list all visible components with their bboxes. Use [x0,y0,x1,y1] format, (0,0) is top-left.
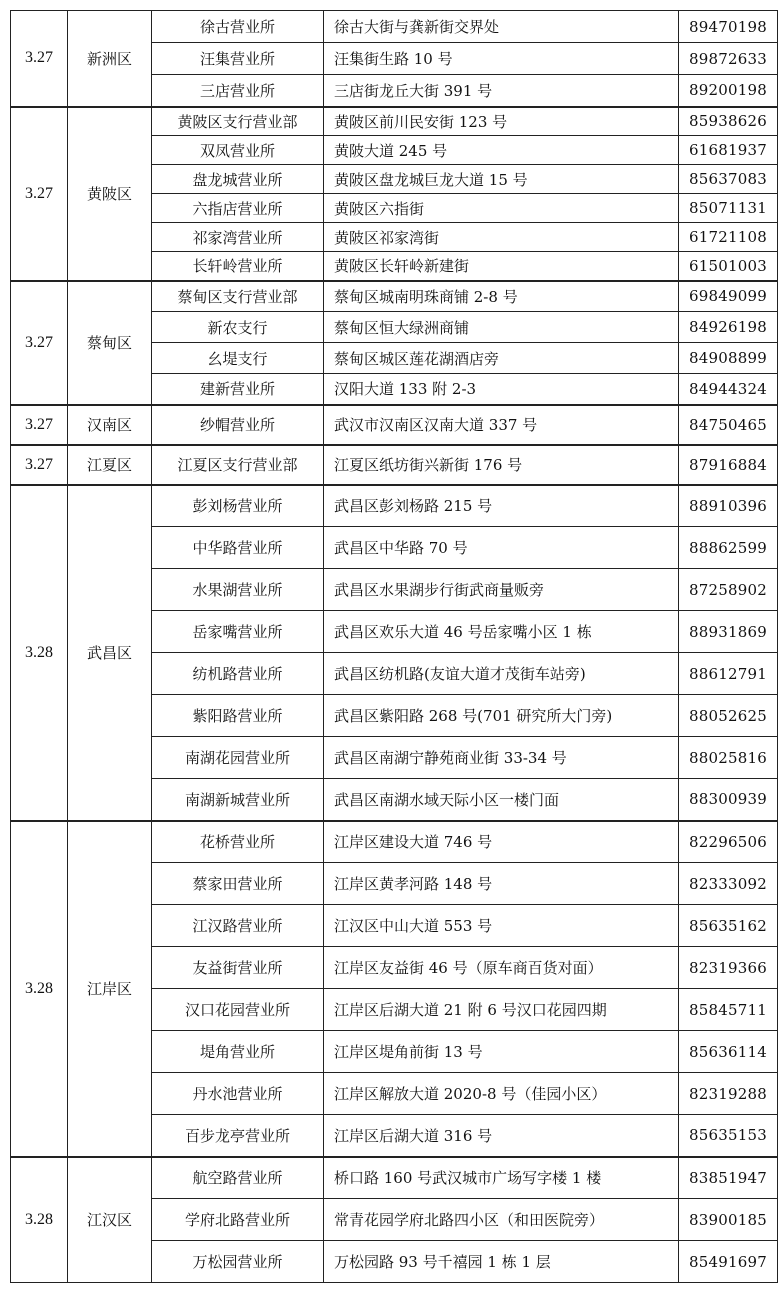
district-cell: 蔡甸区 [68,281,152,405]
phone-cell: 82319366 [679,947,778,989]
date-cell: 3.27 [11,107,68,281]
table-row [11,445,778,485]
branch-name-cell: 建新营业所 [152,374,324,405]
address-cell: 武昌区欢乐大道 46 号岳家嘴小区 1 栋 [324,611,679,653]
address-cell: 江岸区友益街 46 号（原车商百货对面） [324,947,679,989]
branch-name-cell: 水果湖营业所 [152,569,324,611]
table-row [11,107,778,136]
address-cell: 三店街龙丘大街 391 号 [324,75,679,107]
district-cell: 武昌区 [68,485,152,821]
phone-cell: 88052625 [679,695,778,737]
table-row [11,11,778,43]
address-cell: 万松园路 93 号千禧园 1 栋 1 层 [324,1241,679,1283]
branch-name-cell: 盘龙城营业所 [152,165,324,194]
phone-cell: 82319288 [679,1073,778,1115]
phone-cell: 69849099 [679,281,778,312]
table-row [11,821,778,863]
address-cell: 黄陂区盘龙城巨龙大道 15 号 [324,165,679,194]
phone-cell: 89470198 [679,11,778,43]
address-cell: 武昌区纺机路(友谊大道才茂街车站旁) [324,653,679,695]
branch-name-cell: 蔡甸区支行营业部 [152,281,324,312]
phone-cell: 89872633 [679,43,778,75]
branch-name-cell: 长轩岭营业所 [152,252,324,281]
branch-name-cell: 堤角营业所 [152,1031,324,1073]
branch-name-cell: 彭刘杨营业所 [152,485,324,527]
date-cell: 3.28 [11,485,68,821]
address-cell: 江岸区堤角前街 13 号 [324,1031,679,1073]
district-cell: 黄陂区 [68,107,152,281]
address-cell: 蔡甸区城区莲花湖酒店旁 [324,343,679,374]
district-cell: 汉南区 [68,405,152,445]
address-cell: 武昌区中华路 70 号 [324,527,679,569]
branch-name-cell: 花桥营业所 [152,821,324,863]
phone-cell: 88300939 [679,779,778,821]
address-cell: 武昌区紫阳路 268 号(701 研究所大门旁) [324,695,679,737]
date-cell: 3.27 [11,445,68,485]
address-cell: 江汉区中山大道 553 号 [324,905,679,947]
date-cell: 3.27 [11,11,68,107]
phone-cell: 61721108 [679,223,778,252]
phone-cell: 83851947 [679,1157,778,1199]
phone-cell: 84750465 [679,405,778,445]
table-body [11,11,778,1283]
address-cell: 汉阳大道 133 附 2-3 [324,374,679,405]
phone-cell: 83900185 [679,1199,778,1241]
phone-cell: 84926198 [679,312,778,343]
district-cell: 新洲区 [68,11,152,107]
branch-name-cell: 祁家湾营业所 [152,223,324,252]
branch-name-cell: 纱帽营业所 [152,405,324,445]
address-cell: 黄陂区六指街 [324,194,679,223]
address-cell: 江岸区建设大道 746 号 [324,821,679,863]
table-row [11,405,778,445]
date-cell: 3.28 [11,1157,68,1283]
branch-name-cell: 汉口花园营业所 [152,989,324,1031]
phone-cell: 85635153 [679,1115,778,1157]
phone-cell: 87258902 [679,569,778,611]
district-cell: 江汉区 [68,1157,152,1283]
address-cell: 徐古大街与龚新街交界处 [324,11,679,43]
branch-name-cell: 三店营业所 [152,75,324,107]
branch-name-cell: 南湖新城营业所 [152,779,324,821]
phone-cell: 82296506 [679,821,778,863]
district-cell: 江夏区 [68,445,152,485]
phone-cell: 85845711 [679,989,778,1031]
phone-cell: 84908899 [679,343,778,374]
phone-cell: 85635162 [679,905,778,947]
phone-cell: 87916884 [679,445,778,485]
branch-name-cell: 徐古营业所 [152,11,324,43]
address-cell: 黄陂大道 245 号 [324,136,679,165]
branch-name-cell: 纺机路营业所 [152,653,324,695]
branch-name-cell: 南湖花园营业所 [152,737,324,779]
district-cell: 江岸区 [68,821,152,1157]
address-cell: 江岸区解放大道 2020-8 号（佳园小区） [324,1073,679,1115]
phone-cell: 88612791 [679,653,778,695]
phone-cell: 85637083 [679,165,778,194]
address-cell: 常青花园学府北路四小区（和田医院旁） [324,1199,679,1241]
branch-name-cell: 中华路营业所 [152,527,324,569]
branch-name-cell: 蔡家田营业所 [152,863,324,905]
address-cell: 蔡甸区恒大绿洲商铺 [324,312,679,343]
address-cell: 武昌区南湖宁静苑商业街 33-34 号 [324,737,679,779]
address-cell: 江岸区黄孝河路 148 号 [324,863,679,905]
branch-name-cell: 六指店营业所 [152,194,324,223]
table-row [11,281,778,312]
table-row [11,1157,778,1199]
date-cell: 3.28 [11,821,68,1157]
branch-name-cell: 学府北路营业所 [152,1199,324,1241]
branch-name-cell: 丹水池营业所 [152,1073,324,1115]
date-cell: 3.27 [11,405,68,445]
phone-cell: 85071131 [679,194,778,223]
branch-name-cell: 汪集营业所 [152,43,324,75]
address-cell: 武汉市汉南区汉南大道 337 号 [324,405,679,445]
phone-cell: 88931869 [679,611,778,653]
branch-name-cell: 双凤营业所 [152,136,324,165]
address-cell: 武昌区南湖水域天际小区一楼门面 [324,779,679,821]
branch-name-cell: 黄陂区支行营业部 [152,107,324,136]
address-cell: 蔡甸区城南明珠商铺 2-8 号 [324,281,679,312]
phone-cell: 85491697 [679,1241,778,1283]
phone-cell: 61501003 [679,252,778,281]
branch-name-cell: 友益街营业所 [152,947,324,989]
branch-name-cell: 岳家嘴营业所 [152,611,324,653]
address-cell: 黄陂区长轩岭新建街 [324,252,679,281]
address-cell: 江岸区后湖大道 21 附 6 号汉口花园四期 [324,989,679,1031]
phone-cell: 88025816 [679,737,778,779]
address-cell: 汪集街生路 10 号 [324,43,679,75]
address-cell: 江岸区后湖大道 316 号 [324,1115,679,1157]
table-row [11,485,778,527]
phone-cell: 85636114 [679,1031,778,1073]
branch-name-cell: 江汉路营业所 [152,905,324,947]
branch-name-cell: 万松园营业所 [152,1241,324,1283]
phone-cell: 89200198 [679,75,778,107]
address-cell: 江夏区纸坊街兴新街 176 号 [324,445,679,485]
phone-cell: 84944324 [679,374,778,405]
address-cell: 桥口路 160 号武汉城市广场写字楼 1 楼 [324,1157,679,1199]
address-cell: 武昌区彭刘杨路 215 号 [324,485,679,527]
date-cell: 3.27 [11,281,68,405]
phone-cell: 88862599 [679,527,778,569]
branch-name-cell: 江夏区支行营业部 [152,445,324,485]
phone-cell: 88910396 [679,485,778,527]
branch-schedule-table [10,10,778,1283]
address-cell: 黄陂区前川民安街 123 号 [324,107,679,136]
branch-name-cell: 新农支行 [152,312,324,343]
phone-cell: 61681937 [679,136,778,165]
branch-name-cell: 百步龙亭营业所 [152,1115,324,1157]
phone-cell: 85938626 [679,107,778,136]
branch-name-cell: 紫阳路营业所 [152,695,324,737]
address-cell: 黄陂区祁家湾街 [324,223,679,252]
branch-name-cell: 航空路营业所 [152,1157,324,1199]
address-cell: 武昌区水果湖步行街武商量贩旁 [324,569,679,611]
phone-cell: 82333092 [679,863,778,905]
branch-name-cell: 幺堤支行 [152,343,324,374]
